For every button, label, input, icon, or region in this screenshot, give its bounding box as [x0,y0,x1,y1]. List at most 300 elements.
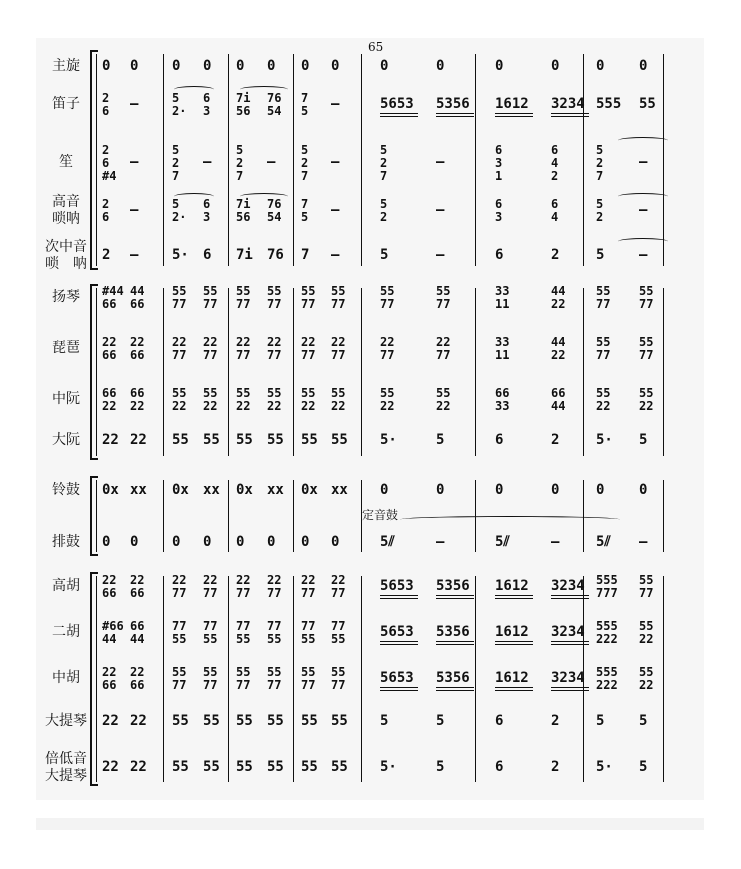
note-cell: 55 [639,96,656,112]
beam-underline [380,690,418,691]
note-cell: – [639,534,648,550]
note-stack: 22 77 [301,573,316,600]
note-cell: 0 [267,534,276,550]
note-stack: 6 3 [203,91,211,118]
note-cell: 22 [102,759,119,775]
barline [475,576,476,782]
note-stack: 22 77 [236,573,251,600]
note-stack: 22 77 [331,573,346,600]
note-cell: 5· [596,432,613,448]
note-stack: 33 11 [495,284,510,311]
note-stack: 66 22 [130,386,145,413]
note-cell: 2 [102,247,111,263]
note-cell: 5 [596,713,605,729]
instrument-label-pipa: 琵琶 [52,340,80,356]
note-cell: 6 [495,759,504,775]
note-stack: 55 77 [639,335,654,362]
note-cell: 0 [639,482,648,498]
note-stack: 5 2· [172,197,187,224]
note-cell: – [436,202,445,218]
note-cell: 0 [236,534,245,550]
note-stack: 22 77 [331,335,346,362]
note-cell: 55 [267,432,284,448]
note-cell: 0x [172,482,189,498]
beam-underline [551,641,589,642]
note-cell: 0 [102,534,111,550]
barline [475,288,476,456]
note-stack: 66 44 [130,619,145,646]
note-stack: 44 22 [551,284,566,311]
note-stack: 22 77 [301,335,316,362]
note-stack: 55 77 [331,665,346,692]
note-stack: 555 222 [596,665,618,692]
note-stack: 5 2 7 [301,142,309,183]
note-cell: 0 [203,534,212,550]
note-cell: 5 [436,713,445,729]
note-cell: 55 [236,713,253,729]
note-cell: 0 [236,58,245,74]
beam-underline [436,641,474,642]
note-cell: 55 [301,432,318,448]
note-cell: 3234 [551,624,585,640]
instrument-label-cizhongyin_suona: 次中音 [45,239,87,255]
beam-underline [436,690,474,691]
instrument-label-zhonghu: 中胡 [52,670,80,686]
beam-underline [380,595,418,596]
note-stack: 6 3 [495,197,503,224]
note-cell: 1612 [495,96,529,112]
note-stack: 7i 56 [236,197,251,224]
note-cell: 55 [172,713,189,729]
note-stack: 22 77 [380,335,395,362]
note-cell: 5 [380,713,389,729]
note-stack: 2 6 #4 [102,142,117,183]
barline [663,480,664,552]
page-bottom-strip [36,818,704,830]
barline [663,288,664,456]
note-cell: 55 [331,432,348,448]
instrument-label-sheng: 笙 [59,154,73,170]
beam-underline [495,113,533,114]
timpani-tie [400,516,620,523]
note-cell: 0x [301,482,318,498]
note-cell: 0 [551,482,560,498]
note-stack: 5 2 [380,197,388,224]
note-cell: 55 [267,759,284,775]
barline [583,54,584,266]
instrument-label-yangqin: 扬琴 [52,289,80,305]
note-cell: 7 [301,247,310,263]
beam-underline [551,113,589,114]
note-stack: 6 4 2 [551,142,559,183]
note-cell: 55 [331,759,348,775]
note-stack: 55 22 [639,386,654,413]
note-cell: 0 [596,58,605,74]
note-cell: 6 [495,713,504,729]
group-bracket [90,572,92,786]
beam-underline [495,687,533,688]
note-cell: 5 [639,432,648,448]
measure-number: 65 [368,40,384,54]
barline [663,54,664,266]
beam-underline [436,644,474,645]
slur [240,193,288,200]
note-cell: 0 [551,58,560,74]
note-cell: 55 [203,759,220,775]
sustain-tie [618,238,668,245]
note-stack: 55 22 [436,386,451,413]
barline [583,288,584,456]
note-cell: 0 [495,482,504,498]
beam-underline [380,687,418,688]
beam-underline [495,641,533,642]
note-stack: 77 55 [301,619,316,646]
note-stack: 5 2 7 [172,142,180,183]
note-stack: #66 44 [102,619,124,646]
note-cell: 0 [301,534,310,550]
note-cell: 5 [380,247,389,263]
barline [228,54,229,266]
note-cell: 0x [236,482,253,498]
note-stack: 5 2 7 [380,142,388,183]
note-stack: 55 77 [301,665,316,692]
note-stack: 55 22 [639,665,654,692]
note-stack: 22 77 [436,335,451,362]
note-stack: 66 33 [495,386,510,413]
instrument-label-daruan: 大阮 [52,432,80,448]
note-cell: – [331,202,340,218]
note-stack: 76 54 [267,197,282,224]
beam-underline [495,116,533,117]
note-cell: 3234 [551,96,585,112]
sustain-tie [618,137,668,144]
note-cell: 2 [551,713,560,729]
note-stack: 5 2 7 [236,142,244,183]
note-stack: 76 54 [267,91,282,118]
note-cell: 6 [203,247,212,263]
note-stack: 5 2· [172,91,187,118]
note-cell: 0x [102,482,119,498]
note-cell: 5356 [436,96,470,112]
barline [163,54,164,266]
note-stack: 55 22 [596,386,611,413]
note-stack: 66 22 [102,386,117,413]
note-cell: 5· [380,432,397,448]
note-cell: 7i [236,247,253,263]
bracket-cap-top [90,284,98,286]
note-cell: 5 [639,713,648,729]
note-cell: 0 [436,58,445,74]
note-cell: 22 [102,713,119,729]
note-stack: 6 3 [203,197,211,224]
note-cell: 5356 [436,624,470,640]
note-cell: 0 [331,58,340,74]
note-cell: 0 [130,534,139,550]
barline-start [96,576,97,782]
note-stack: 7 5 [301,91,309,118]
note-stack: 55 77 [639,284,654,311]
note-stack: 77 55 [172,619,187,646]
note-stack: 555 777 [596,573,618,600]
barline [475,54,476,266]
beam-underline [380,644,418,645]
beam-underline [495,644,533,645]
note-stack: 55 22 [267,386,282,413]
note-stack: 2 6 [102,197,110,224]
note-cell: 0 [436,482,445,498]
note-stack: 7 5 [301,197,309,224]
barline [228,480,229,552]
note-cell: – [551,534,560,550]
note-stack: 22 77 [267,573,282,600]
beam-underline [436,598,474,599]
note-cell: – [639,154,648,170]
group-bracket [90,476,92,556]
instrument-label-zhongruan: 中阮 [52,391,80,407]
bracket-cap-bottom [90,268,98,270]
note-cell: 0 [331,534,340,550]
note-stack: 55 22 [331,386,346,413]
instrument-label-zhuxuan: 主旋 [52,58,80,74]
slur [174,193,214,200]
note-stack: 55 77 [236,284,251,311]
barline-start [96,54,97,266]
bracket-cap-bottom [90,784,98,786]
note-stack: 55 77 [596,284,611,311]
note-cell: 55 [172,432,189,448]
note-cell: 0 [301,58,310,74]
note-stack: 55 77 [172,665,187,692]
note-cell: 5653 [380,670,414,686]
barline [293,480,294,552]
instrument-label-cizhongyin_suona: 唢 呐 [45,256,87,272]
beam-underline [380,113,418,114]
note-cell: 5⫽ [596,534,611,550]
note-cell: 55 [203,713,220,729]
note-cell: 6 [495,247,504,263]
note-stack: 77 55 [236,619,251,646]
note-cell: 0 [639,58,648,74]
note-cell: – [267,154,276,170]
note-cell: 5· [172,247,189,263]
note-stack: 55 77 [203,665,218,692]
beam-underline [436,113,474,114]
note-stack: 22 66 [130,665,145,692]
barline [163,288,164,456]
note-stack: 22 77 [267,335,282,362]
note-cell: 76 [267,247,284,263]
note-stack: 55 77 [596,335,611,362]
note-stack: 55 22 [172,386,187,413]
instrument-label-erhu: 二胡 [52,624,80,640]
note-stack: 2 6 [102,91,110,118]
note-cell: 5653 [380,578,414,594]
note-cell: 0 [130,58,139,74]
note-stack: 55 77 [331,284,346,311]
note-cell: 1612 [495,624,529,640]
note-stack: #44 66 [102,284,124,311]
note-stack: 22 66 [102,335,117,362]
bracket-cap-bottom [90,458,98,460]
note-cell: 5· [380,759,397,775]
bracket-cap-top [90,476,98,478]
instrument-label-gaoyin_suona: 高音 [52,194,80,210]
instrument-label-dizi: 笛子 [52,96,80,112]
note-cell: 0 [495,58,504,74]
instrument-label-linggu: 铃鼓 [52,482,80,498]
note-stack: 22 77 [236,335,251,362]
note-cell: 55 [172,759,189,775]
beam-underline [551,687,589,688]
beam-underline [380,641,418,642]
note-cell: 555 [596,96,622,112]
note-cell: 55 [236,759,253,775]
note-stack: 555 222 [596,619,618,646]
note-cell: 22 [102,432,119,448]
note-cell: – [436,534,445,550]
note-cell: 55 [301,713,318,729]
bracket-cap-bottom [90,554,98,556]
note-stack: 22 77 [172,573,187,600]
note-cell: 0 [380,482,389,498]
note-cell: 5356 [436,670,470,686]
note-cell: 2 [551,759,560,775]
beam-underline [551,116,589,117]
barline [361,288,362,456]
note-stack: 77 55 [267,619,282,646]
note-cell: 3234 [551,578,585,594]
note-stack: 6 3 1 [495,142,503,183]
note-cell: – [436,247,445,263]
note-cell: – [203,154,212,170]
instrument-label-paigu: 排鼓 [52,534,80,550]
note-cell: xx [331,482,348,498]
note-cell: 2 [551,432,560,448]
beam-underline [551,595,589,596]
note-cell: – [331,154,340,170]
instrument-label-datiqin: 大提琴 [45,713,87,729]
note-cell: 0 [267,58,276,74]
note-cell: 0 [102,58,111,74]
barline [361,54,362,266]
note-cell: 55 [301,759,318,775]
note-stack: 22 77 [172,335,187,362]
beam-underline [380,116,418,117]
note-cell: 5 [596,247,605,263]
beam-underline [436,116,474,117]
note-stack: 77 55 [331,619,346,646]
note-cell: xx [203,482,220,498]
note-cell: – [130,202,139,218]
barline [228,576,229,782]
note-stack: 66 44 [551,386,566,413]
note-stack: 55 22 [236,386,251,413]
note-stack: 6 4 [551,197,559,224]
sustain-tie [618,193,668,200]
beam-underline [495,690,533,691]
note-stack: 44 66 [130,284,145,311]
note-stack: 5 2 7 [596,142,604,183]
barline [163,480,164,552]
note-cell: – [130,247,139,263]
note-stack: 55 77 [436,284,451,311]
note-stack: 55 77 [267,665,282,692]
note-cell: – [639,202,648,218]
note-cell: 5653 [380,624,414,640]
barline [163,576,164,782]
note-stack: 33 11 [495,335,510,362]
bracket-cap-top [90,50,98,52]
note-cell: 0 [596,482,605,498]
note-stack: 22 66 [130,335,145,362]
note-stack: 77 55 [203,619,218,646]
barline [293,288,294,456]
note-cell: 5 [436,432,445,448]
note-cell: 55 [267,713,284,729]
note-cell: 0 [172,534,181,550]
note-cell: – [639,247,648,263]
note-stack: 55 77 [236,665,251,692]
note-cell: – [130,154,139,170]
slur [240,86,288,93]
note-cell: – [130,96,139,112]
note-cell: 22 [130,759,147,775]
beam-underline [380,598,418,599]
barline-start [96,288,97,456]
note-stack: 22 66 [130,573,145,600]
note-stack: 55 77 [380,284,395,311]
instrument-label-beidiyin: 倍低音 [45,751,87,767]
bracket-cap-top [90,572,98,574]
beam-underline [436,595,474,596]
note-stack: 22 66 [102,665,117,692]
note-cell: 1612 [495,670,529,686]
note-cell: – [331,247,340,263]
note-stack: 55 22 [380,386,395,413]
note-cell: 0 [172,58,181,74]
note-cell: 5⫽ [495,534,510,550]
note-cell: – [331,96,340,112]
barline [228,288,229,456]
note-stack: 22 77 [203,573,218,600]
note-cell: 1612 [495,578,529,594]
beam-underline [551,644,589,645]
note-cell: 5· [596,759,613,775]
note-cell: – [436,154,445,170]
note-stack: 22 66 [102,573,117,600]
note-cell: 55 [331,713,348,729]
note-cell: 6 [495,432,504,448]
timpani-annotation: 定音鼓 [362,508,399,522]
note-cell: xx [130,482,147,498]
barline [293,54,294,266]
note-cell: 5 [639,759,648,775]
note-cell: 22 [130,432,147,448]
note-stack: 22 77 [203,335,218,362]
beam-underline [495,595,533,596]
note-cell: 0 [380,58,389,74]
note-cell: 55 [236,432,253,448]
note-stack: 55 22 [203,386,218,413]
note-stack: 55 77 [172,284,187,311]
note-stack: 55 77 [267,284,282,311]
beam-underline [436,687,474,688]
slur [174,86,214,93]
beam-underline [495,598,533,599]
barline-start [96,480,97,552]
note-cell: 0 [203,58,212,74]
note-stack: 5 2 [596,197,604,224]
